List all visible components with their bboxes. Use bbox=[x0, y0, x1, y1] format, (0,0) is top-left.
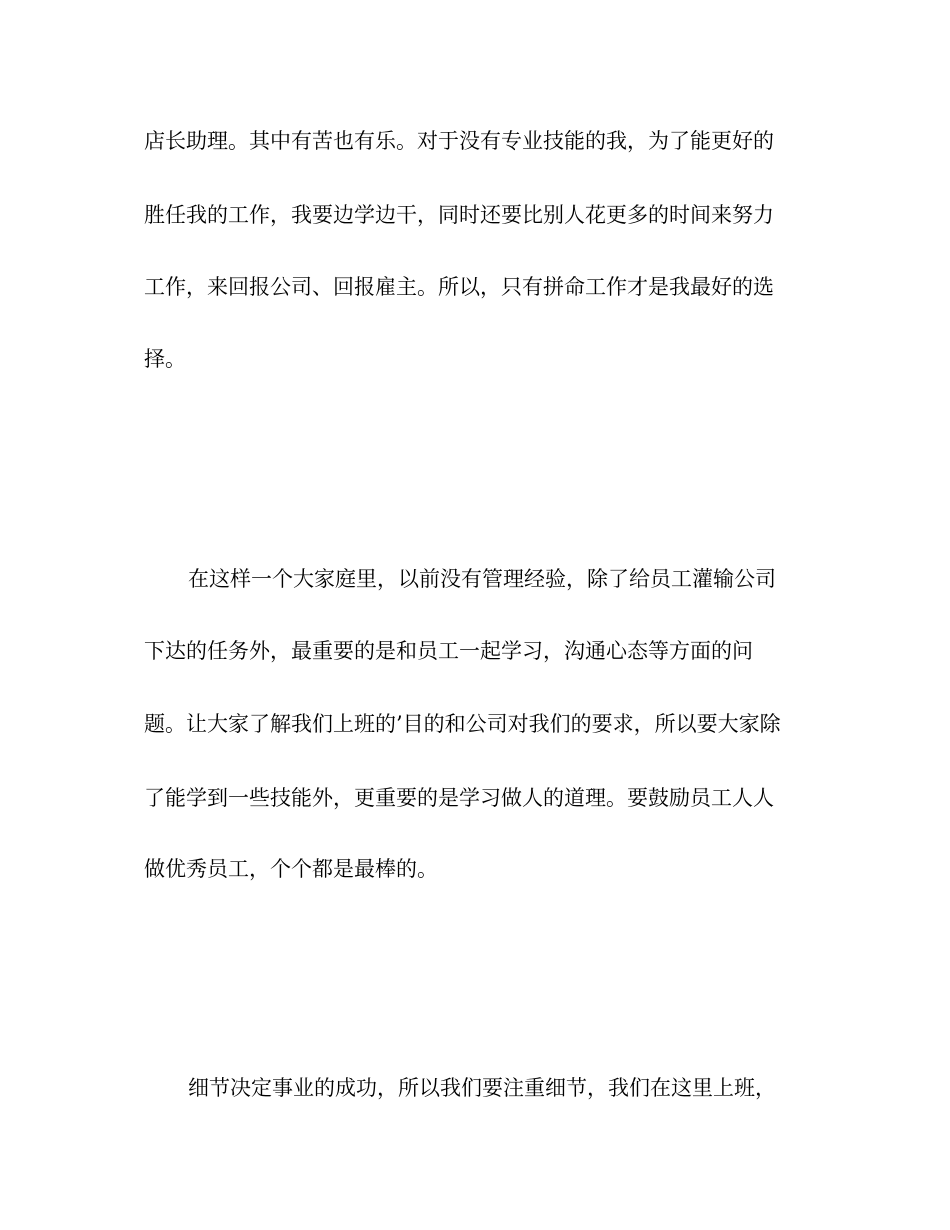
paragraph-line: 胜任我的工作，我要边学边干，同时还要比别人花更多的时间来努力 bbox=[144, 203, 774, 227]
paragraph-line: 在这样一个大家庭里，以前没有管理经验，除了给员工灌输公司 bbox=[188, 567, 776, 591]
paragraph-line: 做优秀员工，个个都是最棒的。 bbox=[144, 857, 438, 881]
paragraph-line: 了能学到一些技能外，更重要的是学习做人的道理。要鼓励员工人人 bbox=[144, 786, 774, 810]
paragraph-line: 工作，来回报公司、回报雇主。所以，只有拼命工作才是我最好的选 bbox=[144, 275, 774, 299]
paragraph-line: 择。 bbox=[144, 347, 186, 371]
paragraph-line: 下达的任务外，最重要的是和员工一起学习，沟通心态等方面的问 bbox=[144, 639, 753, 663]
paragraph-line: 题。让大家了解我们上班的’目的和公司对我们的要求，所以要大家除 bbox=[144, 712, 781, 736]
paragraph-line: 店长助理。其中有苦也有乐。对于没有专业技能的我，为了能更好的 bbox=[144, 129, 774, 153]
paragraph-line: 细节决定事业的成功，所以我们要注重细节，我们在这里上班， bbox=[188, 1076, 776, 1100]
